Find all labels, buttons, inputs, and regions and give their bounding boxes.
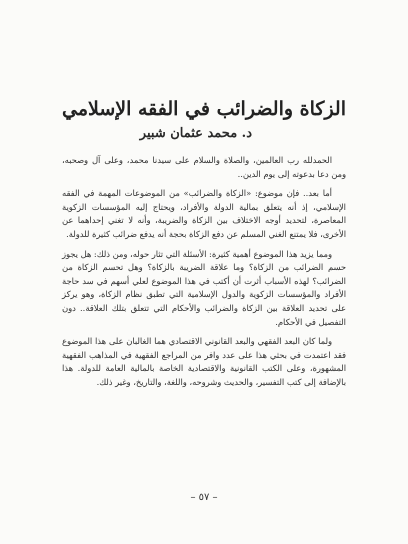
paragraph-sources: ولما كان البعد الفقهي والبعد القانوني الاقتصادي هما الغالبان على هذا الموضوع فقد اعتمدت في بحثي هذا على عدد وافر من المراجع الفقهية في المذاهب الفقهية المشهورة، وعلى الكتب القانونية والاقتصادية الخاصة بالمالية العامة للدولة. هذا بالإضافة إلى كتب التفسير، والحديث وشروحه، واللغة، والتاريخ، وغير ذلك. bbox=[62, 336, 346, 387]
document-title: الزكاة والضرائب في الفقه الإسلامي bbox=[61, 98, 346, 120]
paragraph-introduction: أما بعد.. فإن موضوع: «الزكاة والضرائب» من الموضوعات المهمة في الفقه الإسلامي، إذ أنه يتعلق بمالية الدولة والأفراد، ويحتاج إليه المؤسسات الزكوية المعاصرة، لتحديد أوجه الاختلاف بين الزكاة والضريبة، وأنه لا تغني إحداهما عن الأخرى، فلا يمتنع الغني المسلم عن دفع الزكاة بحجة أنه يدفع ضرائب كثيرة للدولة. bbox=[62, 188, 346, 239]
body-text bbox=[62, 154, 346, 396]
paragraph-opening: الحمدلله رب العالمين، والصلاة والسلام على سيدنا محمد، وعلى آل وصحبه، ومن دعا بدعوته إلى يوم الدين.. bbox=[62, 155, 346, 179]
page-number: – ٥٧ – bbox=[190, 492, 218, 503]
author-name: د. محمد عثمان شبير bbox=[139, 126, 252, 141]
paragraph-importance: ومما يزيد هذا الموضوع أهمية كثيرة: الأسئلة التي تثار حوله، ومن ذلك: هل يجوز حسم الضرائب من الزكاة؟ وما علاقة الضريبة بالزكاة؟ وهل تحسم الزكاة من الضرائب؟ لهذه الأسباب أثرت أن أكتب في هذا الموضوع لعلي أسهم في سد حاجة الأفراد والمؤسسات الزكوية والدول الإسلامية التي تطبق نظام الزكاة، وهو يركز على تحديد العلاقة بين الزكاة والضرائب والأحكام التي تتعلق بتلك العلاقة.. دون التفصيل في الأحكام. bbox=[62, 248, 346, 327]
